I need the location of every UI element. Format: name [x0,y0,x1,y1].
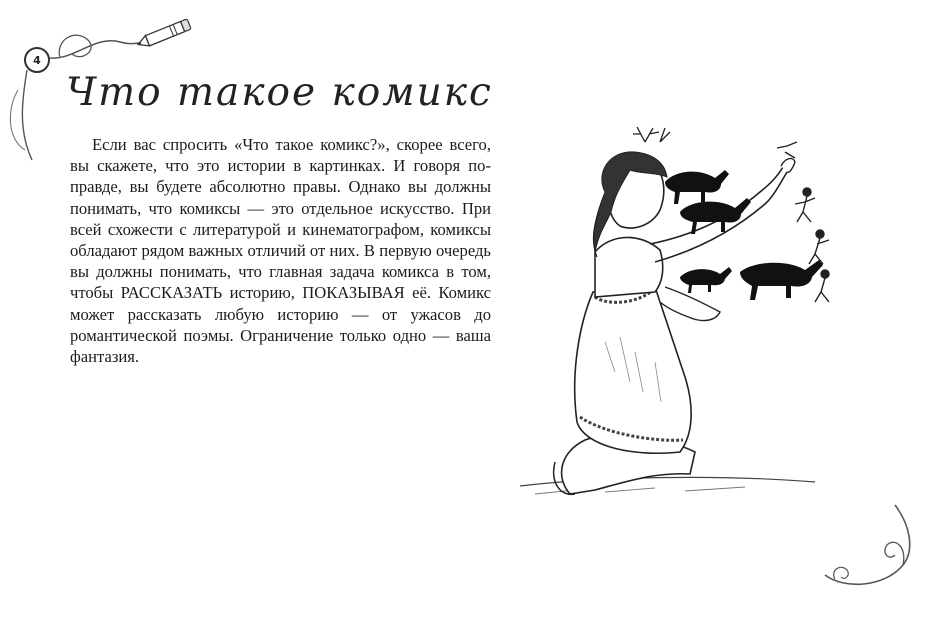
body-paragraph: Если вас спросить «Что такое комикс?», скорее всего, вы скажете, что это истории в картинках. И говоря по-правде, вы будете абсолютно правы. Однако вы должны понимать, что комиксы — это отдельное искусство. При всей схожести с литературой и кинематографом, комиксы обладают рядом важных отличий от них. В первую очередь вы должны понимать, что главная задача комикса в том, чтобы РАССКАЗАТЬ историю, ПОКАЗЫВАЯ её. Комикс может рассказать любую историю — от ужасов до романтической поэмы. Ограничение только одно — ваша фантазия. [70,135,491,367]
page-number: 4 [24,47,50,73]
corner-flourish-icon [815,495,925,595]
page-title: Что такое комикс [66,70,493,115]
caveman-painting-illustration [515,122,845,504]
